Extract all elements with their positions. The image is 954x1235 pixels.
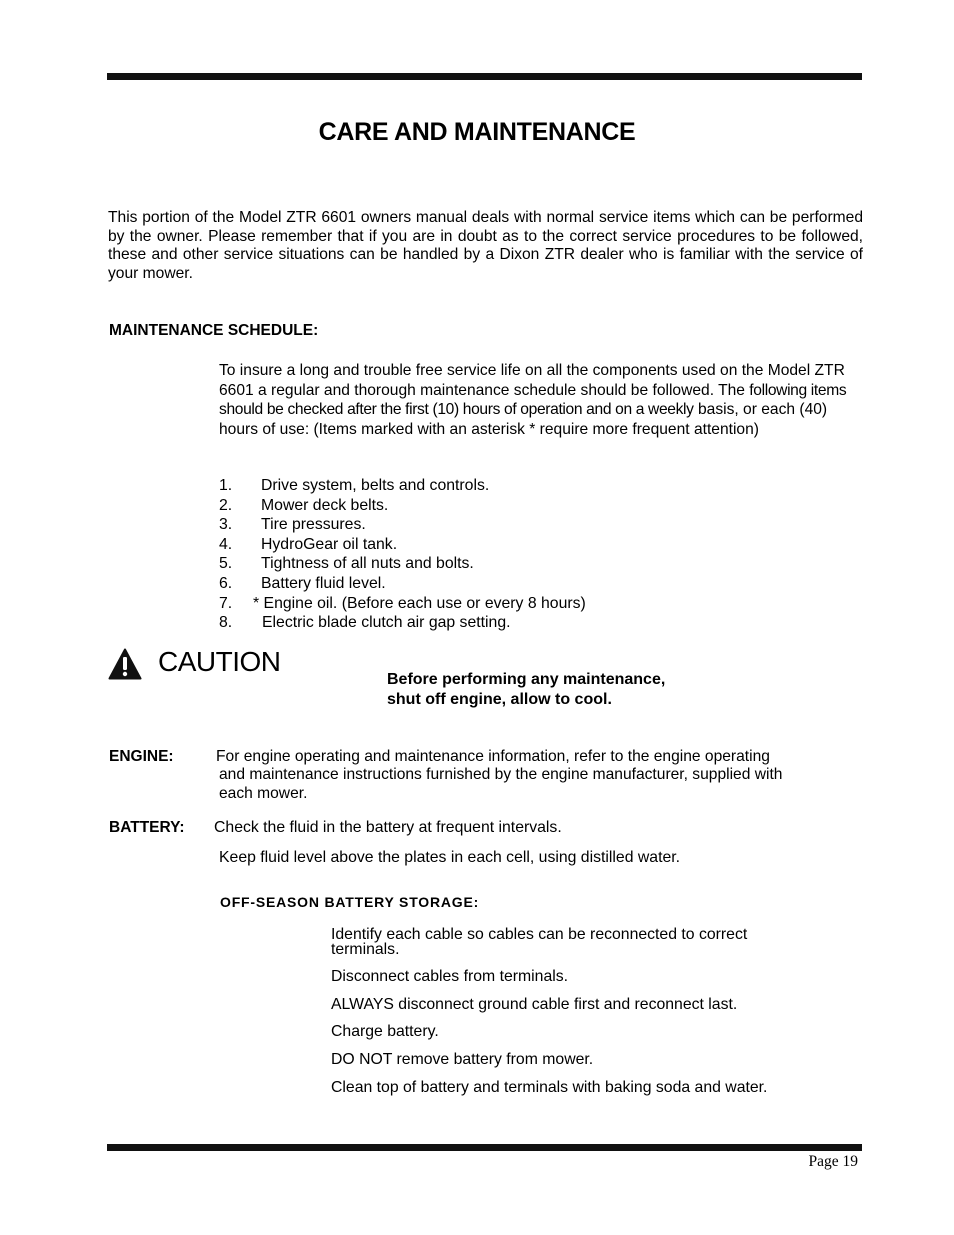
list-item-text: HydroGear oil tank.	[261, 535, 398, 553]
engine-text	[216, 748, 856, 803]
storage-step: Disconnect cables from terminals.	[331, 968, 569, 985]
caution-message-line1: Before performing any maintenance,	[387, 671, 666, 688]
maintenance-schedule-heading: MAINTENANCE SCHEDULE:	[109, 322, 319, 339]
caution-label: CAUTION	[158, 646, 281, 677]
list-item	[219, 574, 586, 594]
maintenance-checklist	[219, 476, 586, 633]
caution-message	[387, 670, 665, 710]
list-item-number: 4.	[219, 535, 233, 553]
list-item	[219, 515, 586, 535]
engine-text-line3: each mower.	[219, 784, 308, 802]
list-item	[219, 535, 586, 555]
list-item-text: Drive system, belts and controls.	[261, 477, 490, 494]
storage-step: Charge battery.	[331, 1023, 439, 1040]
storage-step	[331, 927, 747, 957]
list-item-number: 3.	[219, 516, 233, 534]
bottom-rule	[107, 1144, 862, 1151]
storage-step-line2: terminals.	[331, 941, 400, 958]
list-item	[219, 613, 586, 633]
maintenance-schedule-text	[219, 361, 859, 439]
engine-label: ENGINE:	[109, 748, 174, 765]
storage-step: ALWAYS disconnect ground cable first and reconnect last.	[331, 996, 738, 1013]
list-item-text: Tightness of all nuts and bolts.	[261, 555, 474, 573]
schedule-text-part1: To insure a long and trouble free service life on all the components used on the Model ZTR 6601 a regular and thorough maintenance schedule should be followed. The	[219, 362, 845, 399]
caution-message-line2: shut off engine, allow to cool.	[387, 691, 612, 708]
storage-step-line1: Identify each cable so cables can be reconnected to correct	[331, 926, 748, 943]
list-item-number: 2.	[219, 496, 233, 514]
list-item-number: 7.	[219, 594, 233, 612]
engine-text-line2: and maintenance instructions furnished by the engine manufacturer, supplied with	[219, 766, 783, 784]
list-item-text: Tire pressures.	[261, 516, 366, 534]
intro-paragraph: This portion of the Model ZTR 6601 owners manual deals with normal service items which can be performed by the owner. Please remember that if you are in doubt as to the correct service procedures to be followed, these and other service situations can be handled by a Dixon ZTR dealer who is familiar with the service of your mower.	[108, 209, 863, 282]
list-item-text: Electric blade clutch air gap setting.	[262, 614, 511, 632]
schedule-text-part2: following items should be checked after the first (10) hours of operation and on a weekly	[219, 381, 847, 418]
offseason-storage-heading: OFF-SEASON BATTERY STORAGE:	[220, 894, 480, 910]
list-item-text: Mower deck belts.	[261, 496, 389, 514]
top-rule	[107, 73, 862, 80]
battery-label: BATTERY:	[109, 819, 185, 836]
warning-triangle-icon	[108, 648, 142, 680]
page-number: Page 19	[808, 1153, 858, 1170]
list-item	[219, 554, 586, 574]
list-item-text: * Engine oil. (Before each use or every 8 hours)	[253, 594, 586, 612]
list-item-text: Battery fluid level.	[261, 574, 386, 592]
list-item-number: 8.	[219, 614, 233, 632]
list-item-number: 6.	[219, 574, 233, 592]
list-item	[219, 594, 586, 614]
storage-step: DO NOT remove battery from mower.	[331, 1051, 594, 1068]
schedule-text-part3: basis, or each (40) hours of use: (Items marked with an asterisk * require more frequent attention)	[219, 401, 828, 438]
page-title: CARE AND MAINTENANCE	[318, 118, 636, 146]
list-item	[219, 496, 586, 516]
list-item-number: 5.	[219, 555, 233, 573]
list-item-number: 1.	[219, 477, 233, 494]
engine-text-line1: For engine operating and maintenance information, refer to the engine operating	[216, 748, 770, 765]
battery-text-line1: Check the fluid in the battery at frequent intervals.	[214, 819, 562, 836]
list-item	[219, 476, 586, 496]
storage-step: Clean top of battery and terminals with baking soda and water.	[331, 1079, 768, 1096]
battery-text-line2: Keep fluid level above the plates in each cell, using distilled water.	[219, 849, 681, 866]
